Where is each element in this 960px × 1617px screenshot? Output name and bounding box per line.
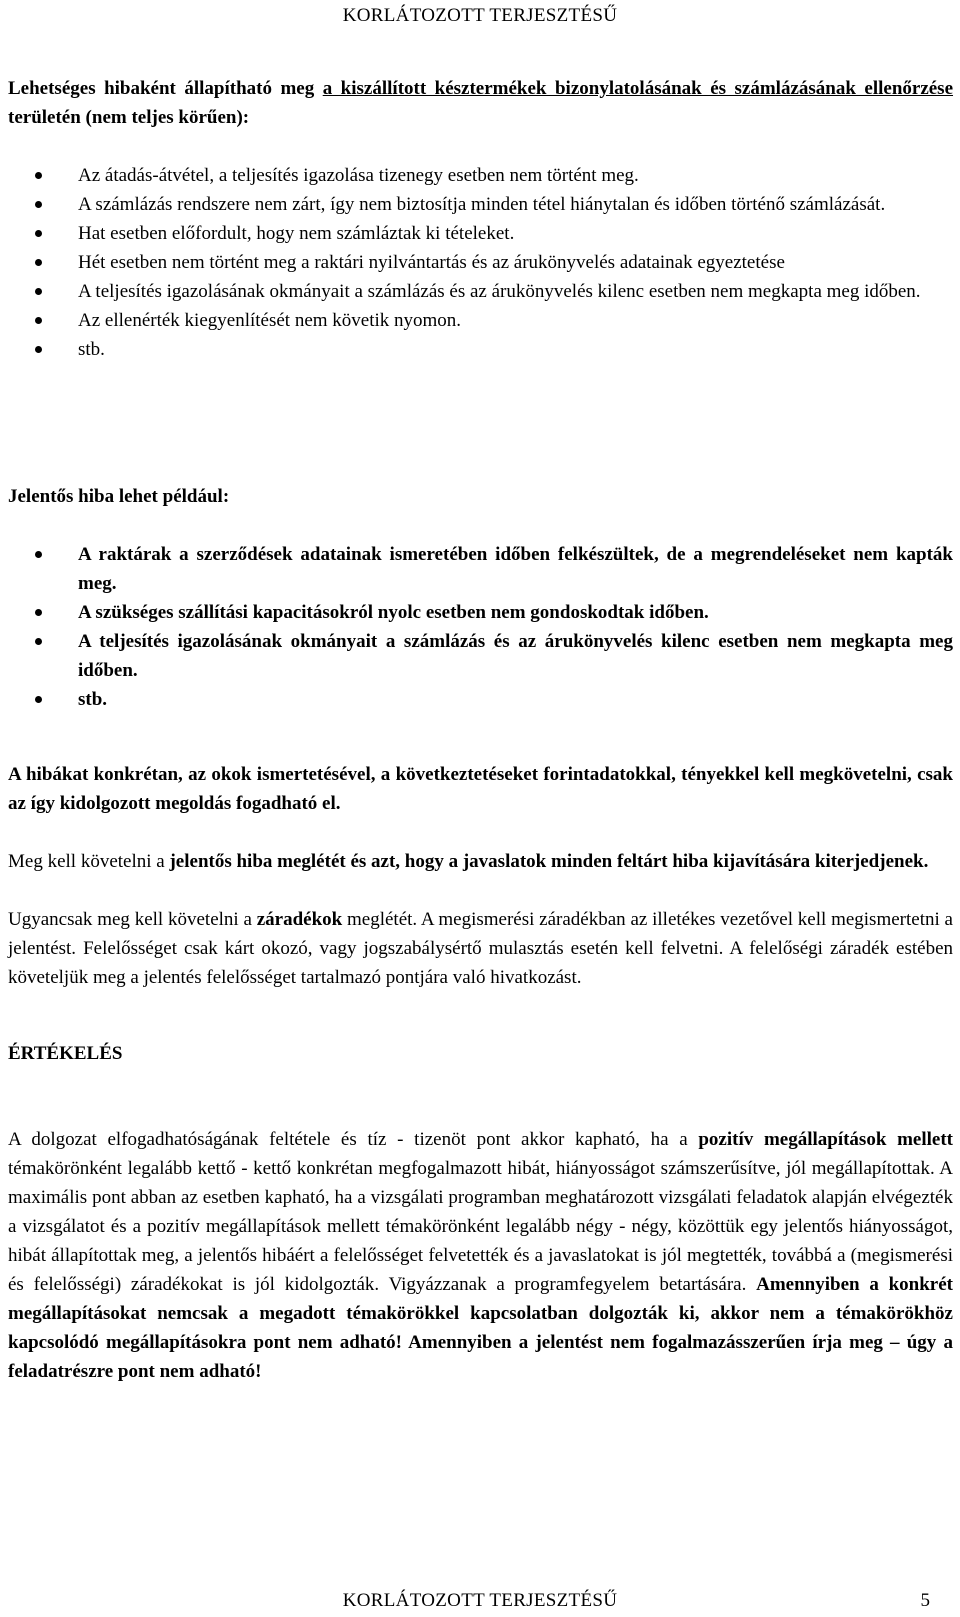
evaluation-text-mid: témakörönként legalább kettő - kettő konkrétan megfogalmazott hibát, hiányosságot számszerűsítve, jól megállapítottak. A maximális pont abban az esetben kapható, ha a vizsgálati programban meghatározott vizsgálati feladatok alapján elvégezték a vizsgálatot és a pozitív megállapítások mellett témakörönként legalább négy - négy, közöttük egy jelentős hiányosságot, hibát állapítottak meg, a jelentős hibáért a felelősséget felvetették és a javaslatokat is jól megtették, továbbá a (megismerési és felelősségi) záradékokat is jól kidolgozták. Vigyázzanak a programfegyelem betartására.	[8, 1158, 953, 1295]
bullet-icon	[35, 317, 42, 324]
clause-text-rest: meglétét. A megismerési záradékban az illetékes vezetővel kell megismertetni a jelentést. Felelősséget csak kárt okozó, vagy jogszabálysértő mulasztás esetén kell felvetni. A felelőségi záradék estében követeljük meg a jelentés felelősséget tartalmazó pontjára való hivatkozást.	[8, 909, 953, 988]
list-item	[8, 248, 953, 277]
list-item	[8, 161, 953, 190]
demand-text: Meg kell követelni a	[8, 851, 170, 872]
list-item-text: A számlázás rendszere nem zárt, így nem biztosítja minden tétel hiánytalan és időben történő számlázását.	[78, 194, 886, 215]
list-item-text: stb.	[78, 689, 108, 710]
list-item	[8, 306, 953, 335]
bullet-icon	[35, 696, 42, 703]
heading-underlined: a kiszállított késztermékek bizonylatolásának és számlázásának ellenőrzése	[322, 78, 954, 99]
list-item-text: A teljesítés igazolásának okmányait a számlázás és az árukönyvelés kilenc esetben nem megkapta meg időben.	[78, 281, 921, 302]
evaluation-paragraph	[8, 1125, 953, 1386]
list-item	[8, 190, 953, 219]
heading-suffix: területén (nem teljes körűen):	[8, 107, 250, 128]
evaluation-bold-warning: Amennyiben a konkrét megállapításokat nemcsak a megadott témakörökkel kapcsolatban dolgozták ki, akkor nem a témakörökhöz kapcsolódó megállapításokra pont nem adható! Amennyiben a jelentést nem fogalmazásszerűen írja meg – úgy a feladatrészre pont nem adható!	[8, 1274, 953, 1382]
bullet-icon	[35, 551, 42, 558]
list-item-text: Hét esetben nem történt meg a raktári nyilvántartás és az árukönyvelés adatainak egyeztetése	[78, 252, 785, 273]
requirement-paragraph: A hibákat konkrétan, az okok ismertetésével, a következtetéseket forintadatokkal, tényekkel kell megkövetelni, csak az így kidolgozott megoldás fogadható el.	[8, 764, 953, 814]
evaluation-heading: ÉRTÉKELÉS	[8, 1043, 123, 1064]
evaluation-text: A dolgozat elfogadhatóságának feltétele és tíz - tizenöt pont akkor kapható, ha a	[8, 1129, 699, 1150]
bullet-icon	[35, 609, 42, 616]
bullet-icon	[35, 288, 42, 295]
list-item-text: Hat esetben előfordult, hogy nem számláztak ki tételeket.	[78, 223, 515, 244]
possible-errors-list	[8, 161, 953, 364]
list-item	[8, 277, 953, 306]
list-item-text: Az ellenérték kiegyenlítését nem követik nyomon.	[78, 310, 462, 331]
section-heading-invoicing	[8, 74, 953, 132]
list-item	[8, 219, 953, 248]
bullet-icon	[35, 230, 42, 237]
bullet-icon	[35, 638, 42, 645]
list-item	[8, 598, 953, 627]
heading-prefix: Lehetséges hibaként állapítható meg	[8, 78, 323, 99]
list-item-text: A szükséges szállítási kapacitásokról nyolc esetben nem gondoskodtak időben.	[78, 602, 709, 623]
bullet-icon	[35, 201, 42, 208]
list-item-text: stb.	[78, 339, 105, 360]
demand-paragraph	[8, 847, 953, 876]
list-item-text: Az átadás-átvétel, a teljesítés igazolása tizenegy esetben nem történt meg.	[78, 165, 639, 186]
clause-text: Ugyancsak meg kell követelni a	[8, 909, 257, 930]
list-item-text: A raktárak a szerződések adatainak ismeretében időben felkészültek, de a megrendeléseket nem kapták meg.	[78, 544, 953, 594]
page-header-classification: KORLÁTOZOTT TERJESZTÉSŰ	[342, 5, 618, 26]
section-heading-significant-errors: Jelentős hiba lehet például:	[8, 486, 230, 507]
page-number: 5	[920, 1590, 930, 1611]
demand-bold-text: jelentős hiba meglétét és azt, hogy a javaslatok minden feltárt hiba kijavítására kiterjedjenek.	[169, 851, 929, 872]
clause-paragraph	[8, 905, 953, 992]
list-item	[8, 335, 953, 364]
page-footer-classification: KORLÁTOZOTT TERJESZTÉSŰ	[342, 1590, 618, 1611]
list-item	[8, 627, 953, 685]
clause-bold-text: záradékok	[256, 909, 343, 930]
list-item-text: A teljesítés igazolásának okmányait a számlázás és az árukönyvelés kilenc esetben nem megkapta meg időben.	[78, 631, 953, 681]
bullet-icon	[35, 172, 42, 179]
list-item	[8, 685, 953, 714]
evaluation-bold-text: pozitív megállapítások mellett	[698, 1129, 953, 1150]
list-item	[8, 540, 953, 598]
significant-errors-list	[8, 540, 953, 714]
bullet-icon	[35, 346, 42, 353]
bullet-icon	[35, 259, 42, 266]
